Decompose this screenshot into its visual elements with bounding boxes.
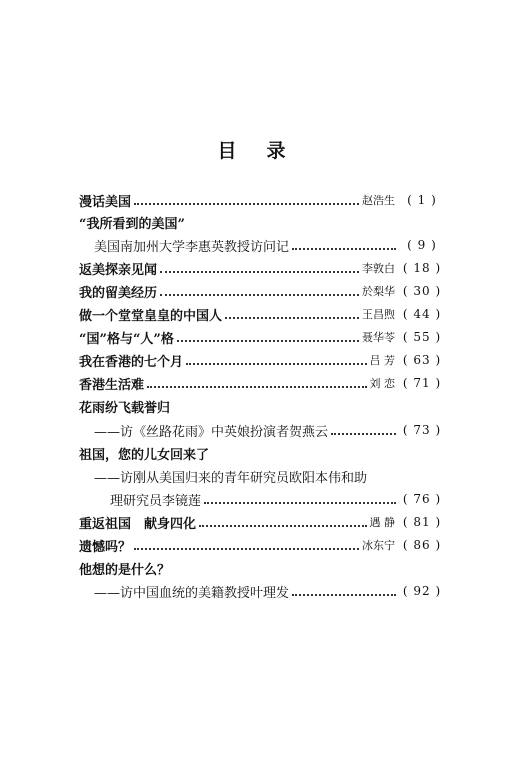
toc-entry xyxy=(79,212,445,232)
dot-leader xyxy=(186,363,366,365)
toc-entry xyxy=(79,304,445,324)
toc-entry-page: ( 30 ) xyxy=(402,284,442,298)
toc-entry-author: 刘 恋 xyxy=(369,377,395,390)
toc-entry xyxy=(94,466,445,486)
dot-leader xyxy=(160,271,359,273)
toc-entry xyxy=(94,235,445,255)
toc-entry-title: 遗憾吗？ xyxy=(79,539,132,555)
toc-entry xyxy=(79,535,445,555)
toc-entry-title: 漫话美国 xyxy=(79,194,132,210)
dot-leader xyxy=(134,548,359,550)
toc-entry-title: 理研究员李镜莲 xyxy=(110,493,202,509)
toc-entry-page: ( 81 ) xyxy=(402,515,442,529)
toc-entry-title: 他想的是什么？ xyxy=(79,562,171,578)
page-title xyxy=(0,136,505,163)
page-title-char-1: 目 xyxy=(217,140,239,162)
toc-entry xyxy=(79,190,445,210)
dot-leader xyxy=(292,594,396,596)
toc-entry-author: 赵浩生 xyxy=(362,194,395,207)
toc-entry xyxy=(79,350,445,370)
toc-entry-page: ( 86 ) xyxy=(402,538,442,552)
toc-entry-author: 李敦白 xyxy=(362,262,395,275)
toc-entry-title: “国”格与“人”格 xyxy=(79,331,174,347)
toc-entry-title: ——访中国血统的美籍教授叶理发 xyxy=(94,585,290,601)
toc-entry xyxy=(79,396,445,416)
dot-leader xyxy=(199,525,366,527)
toc-entry-page: ( 92 ) xyxy=(402,584,442,598)
toc-entry xyxy=(94,420,445,440)
dot-leader xyxy=(331,433,396,435)
dot-leader xyxy=(147,386,366,388)
toc-entry-page: ( 71 ) xyxy=(402,376,442,390)
dot-leader xyxy=(134,203,359,205)
dot-leader xyxy=(292,248,396,250)
toc-entry-page: ( 73 ) xyxy=(402,423,442,437)
toc-entry-title: 我的留美经历 xyxy=(79,285,158,301)
toc-entry-title: 返美探亲见闻 xyxy=(79,262,158,278)
toc-entry xyxy=(79,512,445,532)
toc-entry-author: 吕 芳 xyxy=(369,354,395,367)
toc-entry-title: 重返祖国 献身四化 xyxy=(79,516,197,532)
dot-leader xyxy=(160,294,359,296)
toc-entry-page: ( 9 ) xyxy=(407,238,437,252)
toc-entry-title: 做一个堂堂皇皇的中国人 xyxy=(79,308,223,324)
toc-entry-page: ( 44 ) xyxy=(402,307,442,321)
dot-leader xyxy=(204,502,396,504)
toc-entry xyxy=(79,258,445,278)
toc-entry-author: 冰东宁 xyxy=(362,539,395,552)
toc-entry-title: 我在香港的七个月 xyxy=(79,354,184,370)
toc-entry-author: 於梨华 xyxy=(362,285,395,298)
toc-entry-page: ( 55 ) xyxy=(402,330,442,344)
toc-entry xyxy=(79,443,445,463)
toc-entry-page: ( 76 ) xyxy=(402,492,442,506)
toc-entry-title: ——访刚从美国归来的青年研究员欧阳本伟和助 xyxy=(94,470,368,486)
toc-entry-author: 遇 静 xyxy=(369,516,395,529)
toc-entry xyxy=(79,373,445,393)
toc-entry-title: 花雨纷飞载誉归 xyxy=(79,400,171,416)
toc-entry-title: ——访《丝路花雨》中英娘扮演者贺燕云 xyxy=(94,424,329,440)
toc-entry-title: 美国南加州大学李惠英教授访问记 xyxy=(94,239,290,255)
dot-leader xyxy=(225,317,359,319)
toc-entry xyxy=(79,558,445,578)
toc-entry-title: 香港生活难 xyxy=(79,377,145,393)
toc-entry-page: ( 1 ) xyxy=(407,193,437,207)
toc-entry xyxy=(79,281,445,301)
toc-entry-title: 祖国，您的儿女回来了 xyxy=(79,447,210,463)
toc-entry-author: 王昌煦 xyxy=(362,308,395,321)
toc-entry-title: “我所看到的美国” xyxy=(79,216,185,232)
dot-leader xyxy=(177,340,359,342)
toc-entry-author: 聂华苓 xyxy=(362,331,395,344)
toc-entry xyxy=(79,327,445,347)
toc-entry-page: ( 18 ) xyxy=(402,261,442,275)
toc-entry-page: ( 63 ) xyxy=(402,353,442,367)
toc-entry xyxy=(94,581,445,601)
toc-entry xyxy=(110,489,445,509)
page-title-char-2: 录 xyxy=(266,140,288,162)
